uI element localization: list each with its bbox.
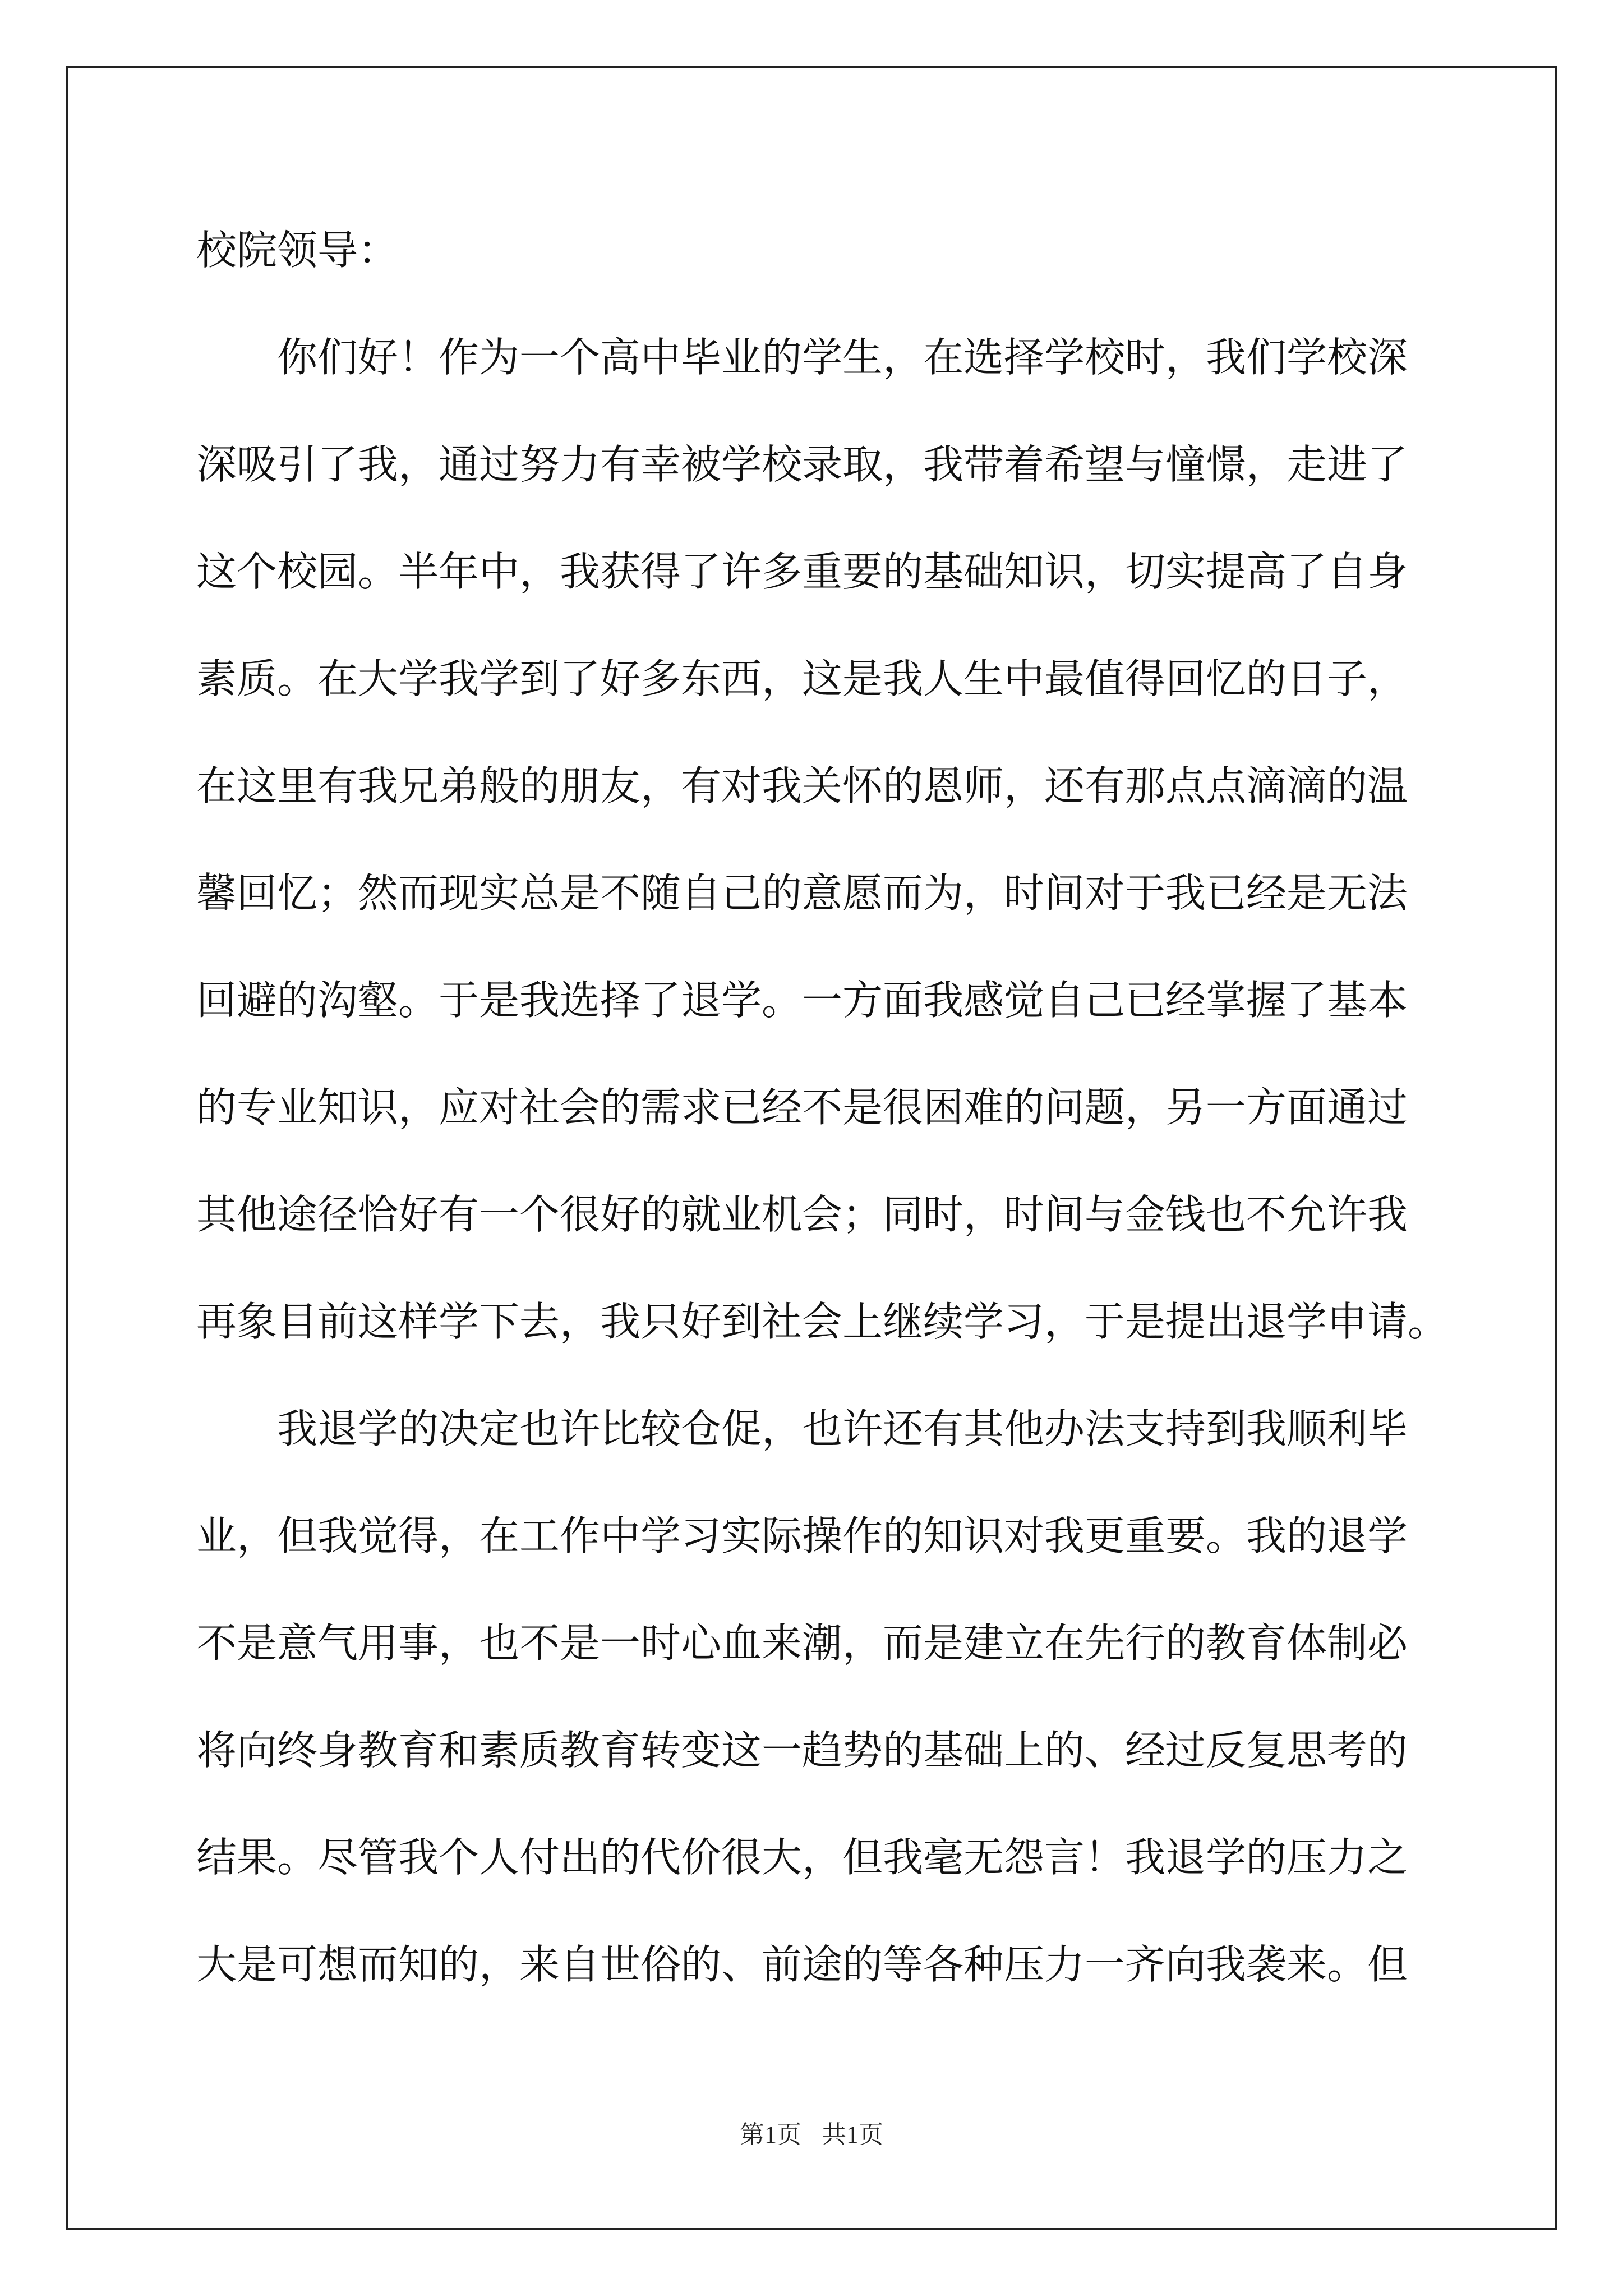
paragraph-1-line-3: 这个校园。半年中，我获得了许多重要的基础知识，切实提高了自身 <box>196 548 1408 595</box>
paragraph-1-line-9: 其他途径恰好有一个很好的就业机会；同时，时间与金钱也不允许我 <box>196 1191 1408 1238</box>
paragraph-2-line-3: 不是意气用事，也不是一时心血来潮，而是建立在先行的教育体制必 <box>196 1619 1408 1667</box>
paragraph-1-line-7: 回避的沟壑。于是我选择了退学。一方面我感觉自己已经掌握了基本 <box>196 977 1408 1024</box>
page-border <box>66 66 1557 2230</box>
page-footer <box>0 2114 1623 2150</box>
paragraph-1-line-2: 深吸引了我，通过努力有幸被学校录取，我带着希望与憧憬，走进了 <box>196 441 1408 488</box>
paragraph-1-line-1: 你们好！作为一个高中毕业的学生，在选择学校时，我们学校深 <box>277 334 1408 381</box>
paragraph-1-line-6: 馨回忆；然而现实总是不随自己的意愿而为，时间对于我已经是无法 <box>196 869 1408 917</box>
salutation: 校院领导： <box>196 227 399 274</box>
page-total: 共1页 <box>822 2121 883 2148</box>
paragraph-2-line-5: 结果。尽管我个人付出的代价很大，但我毫无怨言！我退学的压力之 <box>196 1834 1408 1881</box>
paragraph-2-line-1: 我退学的决定也许比较仓促，也许还有其他办法支持到我顺利毕 <box>277 1405 1408 1452</box>
paragraph-1-line-10: 再象目前这样学下去，我只好到社会上继续学习，于是提出退学申请。 <box>196 1298 1449 1345</box>
page-number: 第1页 <box>740 2121 801 2148</box>
paragraph-1-line-8: 的专业知识，应对社会的需求已经不是很困难的问题，另一方面通过 <box>196 1084 1408 1131</box>
paragraph-2-line-2: 业，但我觉得，在工作中学习实际操作的知识对我更重要。我的退学 <box>196 1512 1408 1559</box>
paragraph-2-line-4: 将向终身教育和素质教育转变这一趋势的基础上的、经过反复思考的 <box>196 1727 1408 1774</box>
paragraph-1-line-5: 在这里有我兄弟般的朋友，有对我关怀的恩师，还有那点点滴滴的温 <box>196 762 1408 809</box>
paragraph-1-line-4: 素质。在大学我学到了好多东西，这是我人生中最值得回忆的日子， <box>196 655 1408 702</box>
paragraph-2-line-6: 大是可想而知的，来自世俗的、前途的等各种压力一齐向我袭来。但 <box>196 1941 1408 1988</box>
